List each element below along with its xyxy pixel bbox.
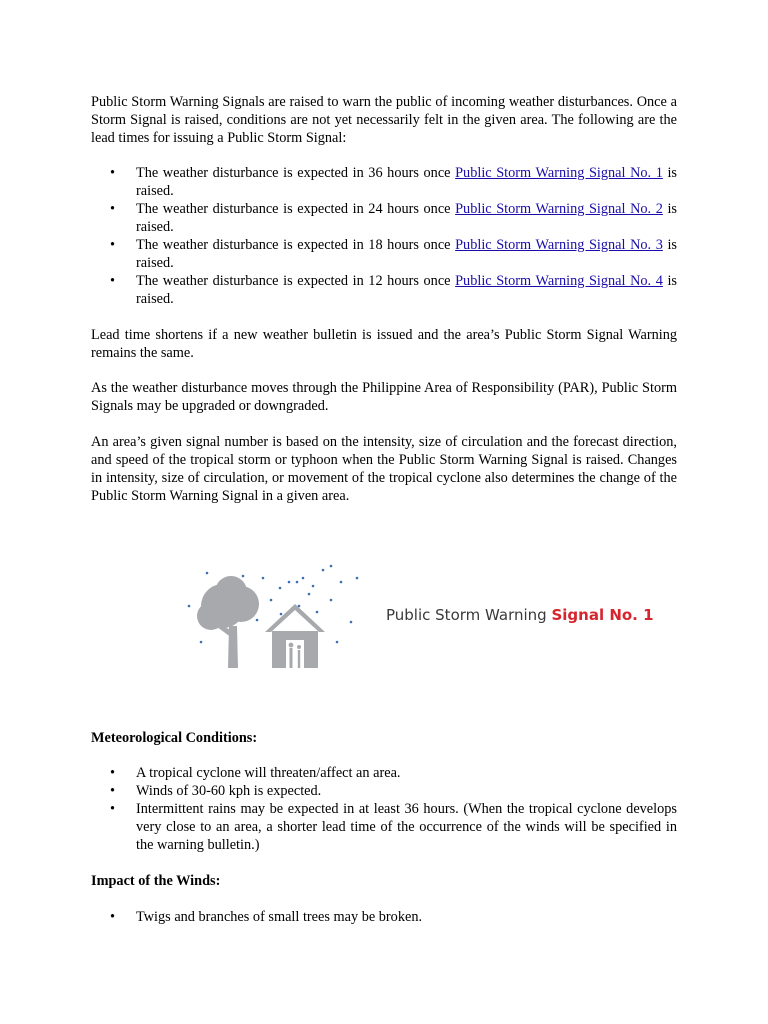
signal-3-link[interactable]: Public Storm Warning Signal No. 3 bbox=[455, 237, 663, 253]
bullet-icon: • bbox=[110, 237, 116, 253]
lead-time-paragraph: Lead time shortens if a new weather bulletin is issued and the area’s Public Storm Signal Warning remains the same. bbox=[91, 327, 677, 361]
list-item: • The weather disturbance is expected in 18 hours once Public Storm Warning Signal No. 3 is raised. bbox=[110, 237, 677, 271]
list-item: • The weather disturbance is expected in 24 hours once Public Storm Warning Signal No. 2 is raised. bbox=[110, 201, 677, 235]
signal-2-link[interactable]: Public Storm Warning Signal No. 2 bbox=[455, 201, 663, 217]
bullet-icon: • bbox=[110, 765, 116, 781]
list-item: • Intermittent rains may be expected in at least 36 hours. (When the tropical cyclone develops very close to an area, a shorter lead time of the occurrence of the winds will be specified in the warning bulletin.) bbox=[110, 801, 677, 853]
meteorological-heading: Meteorological Conditions: bbox=[91, 730, 258, 746]
list-item: • A tropical cyclone will threaten/affect an area. bbox=[110, 765, 401, 781]
intro-paragraph: Public Storm Warning Signals are raised to warn the public of incoming weather disturbances. Once a Storm Signal is raised, conditions are not yet necessarily felt in the given area. The following are the lead times for issuing a Public Storm Signal: bbox=[91, 94, 677, 146]
impact-heading: Impact of the Winds: bbox=[91, 873, 221, 889]
bullet-icon: • bbox=[110, 165, 116, 181]
lead-times-list bbox=[91, 164, 677, 308]
list-item: • Twigs and branches of small trees may be broken. bbox=[110, 909, 423, 925]
par-paragraph: As the weather disturbance moves through the Philippine Area of Responsibility (PAR), Public Storm Signals may be upgraded or downgraded. bbox=[91, 380, 677, 414]
bullet-icon: • bbox=[110, 801, 116, 817]
meteorological-list bbox=[91, 764, 677, 854]
list-item: • The weather disturbance is expected in 12 hours once Public Storm Warning Signal No. 4 is raised. bbox=[110, 273, 677, 307]
figure-title: Public Storm Warning Signal No. 1 bbox=[386, 606, 654, 624]
signal-number-label: Signal No. 1 bbox=[551, 606, 654, 624]
bullet-icon: • bbox=[110, 273, 116, 289]
bullet-icon: • bbox=[110, 909, 116, 925]
signal-1-link[interactable]: Public Storm Warning Signal No. 1 bbox=[455, 165, 663, 181]
bullet-icon: • bbox=[110, 783, 116, 799]
tree-house-rain-icon bbox=[185, 560, 365, 675]
impact-list bbox=[91, 908, 677, 926]
signal-figure bbox=[185, 560, 665, 675]
list-item: • The weather disturbance is expected in 36 hours once Public Storm Warning Signal No. 1 is raised. bbox=[110, 165, 677, 199]
bullet-icon: • bbox=[110, 201, 116, 217]
signal-basis-paragraph: An area’s given signal number is based on the intensity, size of circulation and the forecast direction, and speed of the tropical storm or typhoon when the Public Storm Warning Signal is raised. Changes in intensity, size of circulation, or movement of the tropical cyclone also determines the change of the Public Storm Warning Signal in a given area. bbox=[91, 434, 677, 504]
signal-4-link[interactable]: Public Storm Warning Signal No. 4 bbox=[455, 273, 663, 289]
list-item: • Winds of 30-60 kph is expected. bbox=[110, 783, 322, 799]
